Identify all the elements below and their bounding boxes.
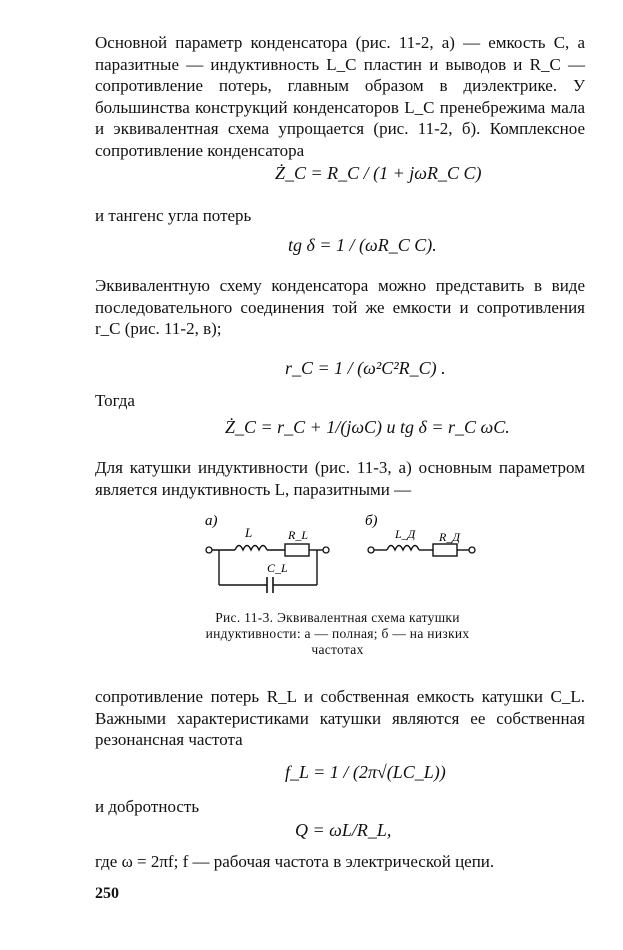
page-number: 250	[95, 885, 119, 902]
figure-label-Ld: L_Д	[395, 527, 416, 541]
eq1-text: Ż_C = R_C / (1 + jωR_C C)	[275, 163, 482, 183]
eq5-text: f_L = 1 / (2π√(LC_L))	[285, 762, 446, 782]
caption-text: Рис. 11-3. Эквивалентная схема катушки индуктивности: а — полная; б — на низких частотах	[205, 610, 470, 657]
paragraph-inductor-characteristics	[95, 686, 585, 751]
equation-capacitor-impedance	[275, 163, 482, 184]
figure-label-b: б)	[365, 513, 378, 529]
resistor-Rd	[433, 544, 457, 556]
p3-text: Эквивалентную схему конденсатора можно представить в виде последовательного соединения той же емкости и сопротивления r_C (рис. 11-2, в);	[95, 276, 585, 338]
figure-label-L: L	[245, 525, 253, 540]
equation-quality-factor	[295, 820, 391, 841]
equation-resonant-frequency	[285, 762, 446, 783]
figure-label-Rd: R_Д	[439, 530, 460, 544]
paragraph-capacitor-parameters	[95, 32, 585, 161]
figure-label-RL: R_L	[288, 528, 309, 542]
p5-text: Для катушки индуктивности (рис. 11-3, а) основным параметром является индуктивность L, паразитными —	[95, 458, 585, 499]
paragraph-series-equivalent	[95, 275, 585, 340]
p6-text: сопротивление потерь R_L и собственная емкость катушки C_L. Важными характеристиками катушки являются ее собственная резонансная частота	[95, 687, 585, 749]
p2-text: и тангенс угла потерь	[95, 206, 252, 225]
paragraph-where-omega	[95, 851, 585, 873]
eq2-text: tg δ = 1 / (ωR_C C).	[288, 235, 437, 255]
figure-label-a: а)	[205, 513, 218, 529]
terminal-b-right	[469, 547, 475, 553]
figure-caption	[200, 610, 475, 658]
terminal-b-left	[368, 547, 374, 553]
paragraph-quality-factor	[95, 796, 585, 818]
inductor-coil-Ld	[387, 546, 419, 551]
inductor-coil-L	[235, 546, 267, 551]
figure-label-CL: C_L	[267, 561, 288, 575]
figure-inductor-equivalent-circuit	[195, 505, 495, 610]
terminal-a-right	[323, 547, 329, 553]
p1-text: Основной параметр конденсатора (рис. 11-2, а) — емкость C, а паразитные — индуктивность L_C пластин и выводов и R_C — сопротивление потерь, главным образом в диэлектрике. У большинства конструкций конденсаторов L_C пренебрежима мала и эквивалентная схема упрощается (рис. 11-2, б). Комплексное сопротивление конденсатора	[95, 33, 585, 160]
equation-loss-tangent	[288, 235, 437, 256]
paragraph-then	[95, 390, 195, 412]
equation-series-resistance	[285, 358, 446, 379]
p8-text: где ω = 2πf; f — рабочая частота в электрической цепи.	[95, 852, 495, 871]
p4-text: Тогда	[95, 391, 135, 410]
eq6-text: Q = ωL/R_L,	[295, 820, 392, 840]
terminal-a-left	[206, 547, 212, 553]
paragraph-inductor	[95, 457, 585, 500]
p7-text: и добротность	[95, 797, 200, 816]
eq3-text: r_C = 1 / (ω²C²R_C) .	[285, 358, 446, 378]
paragraph-loss-tangent	[95, 205, 585, 227]
resistor-RL	[285, 544, 309, 556]
equation-impedance-and-tangent	[225, 417, 510, 438]
eq4-text: Ż_C = r_C + 1/(jωC) и tg δ = r_C ωC.	[225, 417, 510, 437]
